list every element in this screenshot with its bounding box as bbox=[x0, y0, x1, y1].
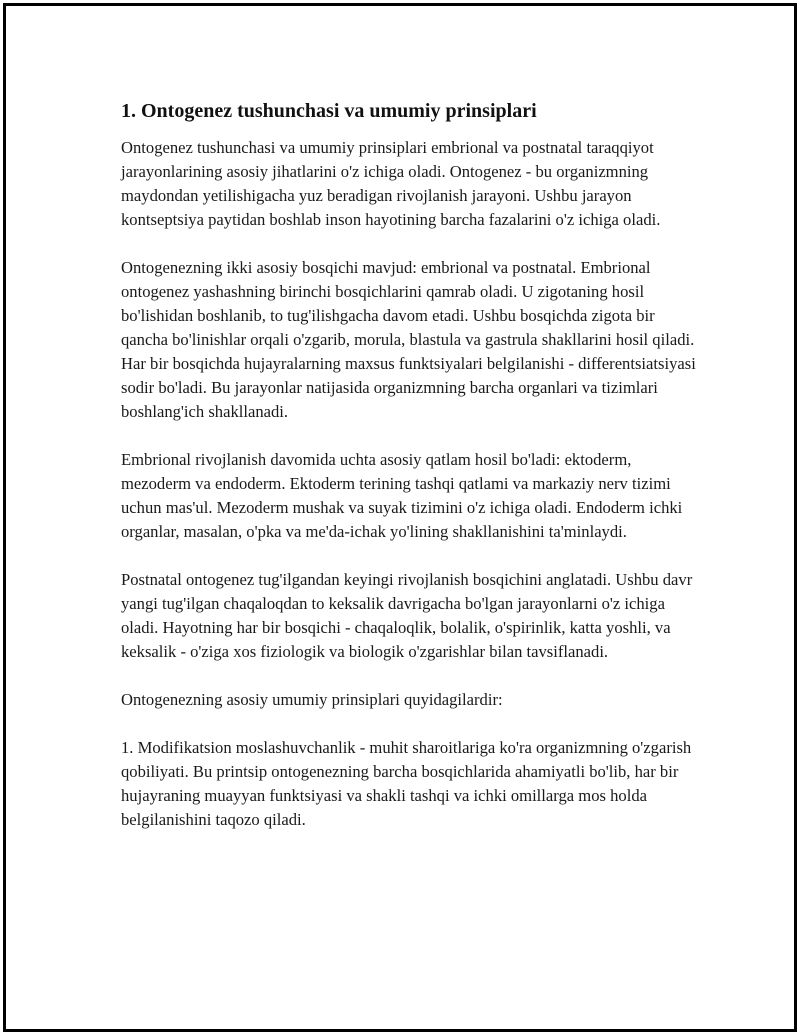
paragraph-intro: Ontogenez tushunchasi va umumiy prinsiplari embrional va postnatal taraqqiyot jarayonlarining asosiy jihatlarini o'z ichiga oladi. Ontogenez - bu organizmning maydondan yetilishigacha yuz beradigan rivojlanish jarayoni. Ushbu jarayon kontseptsiya paytidan boshlab inson hayotining barcha fazalarini o'z ichiga oladi. bbox=[121, 138, 661, 229]
document-title: 1. Ontogenez tushunchasi va umumiy prinsiplari bbox=[121, 100, 537, 122]
paragraph-principle-1: 1. Modifikatsion moslashuvchanlik - muhit sharoitlariga ko'ra organizmning o'zgarish qobiliyati. Bu printsip ontogenezning barcha bosqichlarida ahamiyatli bo'lib, har bir hujayraning muayyan funktsiyasi va shakli tashqi va ichki omillarga mos holda belgilanishini taqozo qiladi. bbox=[121, 738, 692, 829]
paragraph-stages: Ontogenezning ikki asosiy bosqichi mavjud: embrional va postnatal. Embrional ontogenez yashashning birinchi bosqichlarini qamrab oladi. U zigotaning hosil bo'lishidan boshlanib, to tug'ilishgacha davom etadi. Ushbu bosqichda zigota bir qancha bo'linishlar orqali o'zgarib, morula, blastula va gastrula shakllarini hosil qiladi. Har bir bosqichda hujayralarning maxsus funktsiyalari belgilanishi - differentsiatsiyasi sodir bo'ladi. Bu jarayonlar natijasida organizmning barcha organlari va tizimlari boshlang'ich shakllanadi. bbox=[121, 258, 696, 421]
paragraph-principles-intro: Ontogenezning asosiy umumiy prinsiplari quyidagilardir: bbox=[121, 690, 503, 709]
paragraph-germ-layers: Embrional rivojlanish davomida uchta asosiy qatlam hosil bo'ladi: ektoderm, mezoderm va endoderm. Ektoderm terining tashqi qatlami va markaziy nerv tizimi uchun mas'ul. Mezoderm mushak va suyak tizimini o'z ichiga oladi. Endoderm ichki organlar, masalan, o'pka va me'da-ichak yo'lining shakllanishini ta'minlaydi. bbox=[121, 450, 683, 541]
document-body bbox=[121, 98, 701, 856]
page-frame bbox=[3, 3, 797, 1032]
paragraph-postnatal: Postnatal ontogenez tug'ilgandan keyingi rivojlanish bosqichini anglatadi. Ushbu davr yangi tug'ilgan chaqaloqdan to keksalik davrigacha bo'lgan jarayonlarni o'z ichiga oladi. Hayotning har bir bosqichi - chaqaloqlik, bolalik, o'spirinlik, katta yoshli, va keksalik - o'ziga xos fiziologik va biologik o'zgarishlar bilan tavsiflanadi. bbox=[121, 570, 693, 661]
